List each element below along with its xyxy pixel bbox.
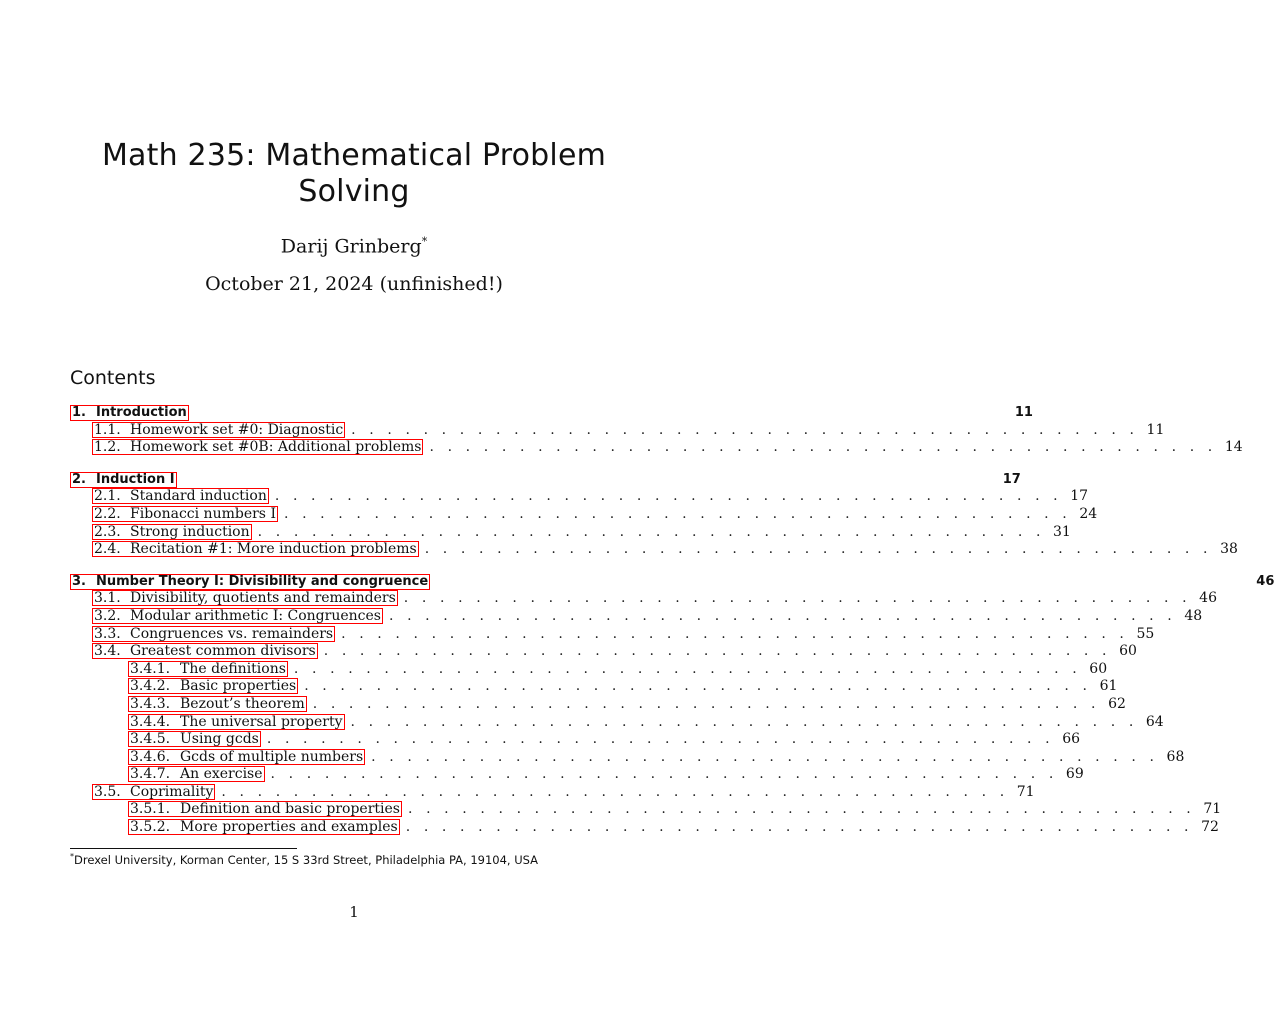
toc-page: 71	[1203, 801, 1222, 818]
toc-number: 3.4.4.	[130, 713, 171, 730]
toc-entry-3-4	[70, 643, 1137, 661]
toc-leader: . . . . . . . . . . . . . . . . . . . . . . . . . . . . . . . . . . . . . . . . . . . .	[405, 819, 1194, 836]
toc-leader: . . . . . . . . . . . . . . . . . . . . . . . . . . . . . . . . . . . . . . . . . . . .	[371, 748, 1159, 765]
toc-entry-3-4-2	[70, 678, 1118, 696]
toc-entry-3-5	[70, 783, 1035, 802]
toc-leader: . . . . . . . . . . . . . . . . . . . . . . . . . . . . . . . . . . . . . . . . . . . .	[388, 607, 1177, 624]
toc-number: 2.4.	[94, 541, 121, 558]
toc-title: Bezout’s theorem	[180, 695, 305, 712]
toc-link-3-5[interactable]	[92, 784, 215, 800]
document-date: October 21, 2024 (unfinished!)	[205, 273, 503, 295]
title-line-2: Solving	[298, 174, 410, 209]
toc-link-3-5-2[interactable]	[128, 819, 400, 835]
toc-number: 3.5.2.	[130, 819, 171, 836]
toc-link-2[interactable]	[70, 472, 177, 488]
toc-page: 14	[1224, 439, 1243, 456]
toc-link-3[interactable]	[70, 574, 430, 590]
document-title	[40, 138, 668, 210]
toc-entry-3-1	[70, 590, 1217, 608]
toc-title: Modular arithmetic I: Congruences	[130, 607, 381, 624]
toc-number: 3.	[72, 573, 86, 589]
toc-page: 66	[1062, 731, 1081, 748]
contents-heading: Contents	[70, 367, 156, 389]
toc-leader: . . . . . . . . . . . . . . . . . . . . . . . . . . . . . . . . . . . . . . . . . . . .	[312, 695, 1101, 712]
page-number: 1	[349, 903, 359, 921]
toc-link-3-4-7[interactable]	[128, 766, 265, 782]
toc-number: 1.2.	[94, 439, 121, 456]
toc-number: 3.4.1.	[130, 660, 171, 677]
toc-entry-2-3	[70, 523, 1071, 542]
author	[40, 230, 668, 258]
toc-number: 3.4.	[94, 643, 121, 660]
toc-page: 48	[1184, 607, 1203, 624]
toc-entry-2	[70, 471, 1021, 489]
toc-page: 60	[1089, 660, 1108, 677]
toc-number: 3.4.7.	[130, 766, 171, 783]
toc-link-2-2[interactable]	[92, 506, 278, 522]
toc-title: Homework set #0B: Additional problems	[130, 439, 422, 456]
toc-page: 55	[1136, 625, 1155, 642]
toc-link-3-4[interactable]	[92, 643, 318, 659]
toc-leader: . . . . . . . . . . . . . . . . . . . . . . . . . . . . . . . . . . . . . . . . . . . .	[351, 421, 1139, 438]
toc-title: Standard induction	[130, 488, 267, 505]
toc-link-3-4-2[interactable]	[128, 678, 298, 694]
toc-leader: . . . . . . . . . . . . . . . . . . . . . . . . . . . . . . . . . . . . . . . . . . . .	[274, 488, 1063, 505]
toc-leader: . . . . . . . . . . . . . . . . . . . . . . . . . . . . . . . . . . . . . . . . . . . .	[407, 801, 1196, 818]
toc-link-2-1[interactable]	[92, 488, 269, 504]
toc-title: Coprimality	[130, 783, 214, 800]
toc-link-1-2[interactable]	[92, 439, 423, 455]
toc-link-3-4-6[interactable]	[128, 749, 365, 765]
toc-entry-1-2	[70, 439, 1243, 457]
toc-entry-3-4-6	[70, 748, 1185, 767]
toc-page: 31	[1053, 523, 1071, 540]
toc-entry-2-1	[70, 488, 1089, 506]
toc-title: Strong induction	[130, 523, 250, 540]
toc-leader: . . . . . . . . . . . . . . . . . . . . . . . . . . . . . . . . . . . . . . . . . . . .	[350, 713, 1138, 730]
toc-title: Introduction	[96, 405, 187, 420]
toc-title: Gcds of multiple numbers	[180, 748, 364, 765]
toc-title: Homework set #0: Diagnostic	[130, 421, 344, 438]
toc-leader: . . . . . . . . . . . . . . . . . . . . . . . . . . . . . . . . . . . . . . . . . . . .	[257, 523, 1046, 540]
toc-title: Greatest common divisors	[130, 643, 316, 660]
author-footnote-mark[interactable]: *	[421, 235, 428, 248]
toc-entry-2-4	[70, 541, 1238, 559]
toc-page: 46	[1256, 573, 1274, 589]
toc-link-3-4-5[interactable]	[128, 731, 261, 747]
toc-entry-1-1	[70, 421, 1165, 440]
footnote-mark: *	[70, 852, 74, 861]
toc-entry-3-3	[70, 625, 1155, 644]
toc-page: 68	[1166, 748, 1185, 765]
toc-entry-3	[70, 573, 1274, 591]
toc-page: 64	[1145, 713, 1164, 730]
toc-number: 1.1.	[94, 421, 121, 438]
toc-link-2-3[interactable]	[92, 524, 252, 540]
toc-number: 3.4.5.	[130, 731, 171, 748]
toc-entry-2-2	[70, 505, 1098, 524]
toc-page: 17	[1002, 471, 1021, 487]
toc-entry-3-4-7	[70, 766, 1084, 784]
toc-page: 72	[1201, 819, 1219, 836]
toc-leader: . . . . . . . . . . . . . . . . . . . . . . . . . . . . . . . . . . . . . . . . . . . .	[293, 660, 1082, 677]
toc-title: Fibonacci numbers I	[130, 505, 276, 522]
toc-link-3-4-1[interactable]	[128, 661, 288, 677]
table-of-contents	[70, 404, 1274, 837]
toc-number: 3.4.6.	[130, 748, 171, 765]
toc-link-3-4-4[interactable]	[128, 714, 345, 730]
toc-page: 61	[1099, 678, 1118, 695]
title-line-1: Math 235: Mathematical Problem	[101, 138, 607, 173]
toc-title: Basic properties	[180, 678, 297, 695]
toc-page: 11	[1014, 405, 1033, 420]
toc-title: Induction I	[96, 471, 175, 487]
toc-leader: . . . . . . . . . . . . . . . . . . . . . . . . . . . . . . . . . . . . . . . . . . . .	[283, 505, 1072, 522]
toc-entry-3-2	[70, 607, 1203, 626]
toc-leader: . . . . . . . . . . . . . . . . . . . . . . . . . . . . . . . . . . . . . . . . . . . .	[424, 541, 1213, 558]
toc-leader: . . . . . . . . . . . . . . . . . . . . . . . . . . . . . . . . . . . . . . . . . . . .	[270, 766, 1058, 783]
toc-title: Number Theory I: Divisibility and congruence	[96, 573, 429, 589]
toc-leader: . . . . . . . . . . . . . . . . . . . . . . . . . . . . . . . . . . . . . . . . . . . .	[429, 439, 1217, 456]
toc-number: 2.2.	[94, 505, 121, 522]
toc-leader: . . . . . . . . . . . . . . . . . . . . . . . . . . . . . . . . . . . . . . . . . . . .	[323, 643, 1112, 660]
toc-number: 3.5.1.	[130, 801, 171, 818]
toc-title: More properties and examples	[180, 819, 398, 836]
toc-title: Congruences vs. remainders	[130, 625, 334, 642]
toc-page: 17	[1070, 488, 1089, 505]
toc-page: 38	[1220, 541, 1238, 558]
toc-entry-3-4-5	[70, 731, 1081, 749]
toc-title: Definition and basic properties	[180, 801, 400, 818]
toc-entry-3-4-3	[70, 695, 1126, 714]
toc-title: The universal property	[180, 713, 343, 730]
toc-number: 2.3.	[94, 523, 121, 540]
toc-entry-1	[70, 404, 1033, 422]
toc-title: Using gcds	[180, 731, 259, 748]
toc-page: 69	[1065, 766, 1084, 783]
toc-entry-3-5-2	[70, 819, 1219, 837]
toc-title: Recitation #1: More induction problems	[130, 541, 417, 558]
toc-link-3-4-3[interactable]	[128, 696, 307, 712]
toc-page: 71	[1016, 783, 1035, 800]
toc-page: 46	[1199, 590, 1217, 607]
toc-title: The definitions	[180, 660, 286, 677]
toc-page: 62	[1108, 695, 1126, 712]
toc-title: Divisibility, quotients and remainders	[130, 590, 396, 607]
toc-number: 3.1.	[94, 590, 121, 607]
toc-entry-3-4-4	[70, 713, 1164, 732]
toc-page: 24	[1079, 505, 1098, 522]
toc-number: 2.1.	[94, 488, 121, 505]
toc-link-3-3[interactable]	[92, 626, 335, 642]
toc-title: An exercise	[180, 766, 263, 783]
author-name: Darij Grinberg	[280, 235, 422, 258]
toc-leader: . . . . . . . . . . . . . . . . . . . . . . . . . . . . . . . . . . . . . . . . . . . .	[403, 590, 1192, 607]
toc-link-2-4[interactable]	[92, 541, 419, 557]
toc-leader: . . . . . . . . . . . . . . . . . . . . . . . . . . . . . . . . . . . . . . . . . . . .	[266, 731, 1055, 748]
toc-number: 3.5.	[94, 783, 121, 800]
toc-page: 11	[1146, 421, 1165, 438]
toc-leader: . . . . . . . . . . . . . . . . . . . . . . . . . . . . . . . . . . . . . . . . . . . .	[304, 678, 1092, 695]
footnote-rule	[70, 848, 297, 849]
toc-number: 3.2.	[94, 607, 121, 624]
toc-number: 3.4.2.	[130, 678, 171, 695]
toc-entry-3-4-1	[70, 660, 1108, 679]
toc-link-1-1[interactable]	[92, 422, 345, 438]
toc-leader: . . . . . . . . . . . . . . . . . . . . . . . . . . . . . . . . . . . . . . . . . . . .	[341, 625, 1129, 642]
toc-entry-3-5-1	[70, 801, 1222, 819]
footnote-text: Drexel University, Korman Center, 15 S 33rd Street, Philadelphia PA, 19104, USA	[74, 852, 539, 867]
toc-link-1[interactable]	[70, 405, 189, 421]
toc-number: 3.4.3.	[130, 695, 171, 712]
toc-link-3-1[interactable]	[92, 590, 398, 606]
toc-page: 60	[1119, 643, 1137, 660]
toc-leader: . . . . . . . . . . . . . . . . . . . . . . . . . . . . . . . . . . . . . . . . . . . .	[221, 783, 1009, 800]
toc-number: 2.	[72, 471, 86, 487]
toc-number: 3.3.	[94, 625, 121, 642]
toc-number: 1.	[72, 405, 86, 420]
toc-link-3-5-1[interactable]	[128, 801, 402, 817]
footnote	[70, 850, 538, 867]
toc-link-3-2[interactable]	[92, 608, 383, 624]
